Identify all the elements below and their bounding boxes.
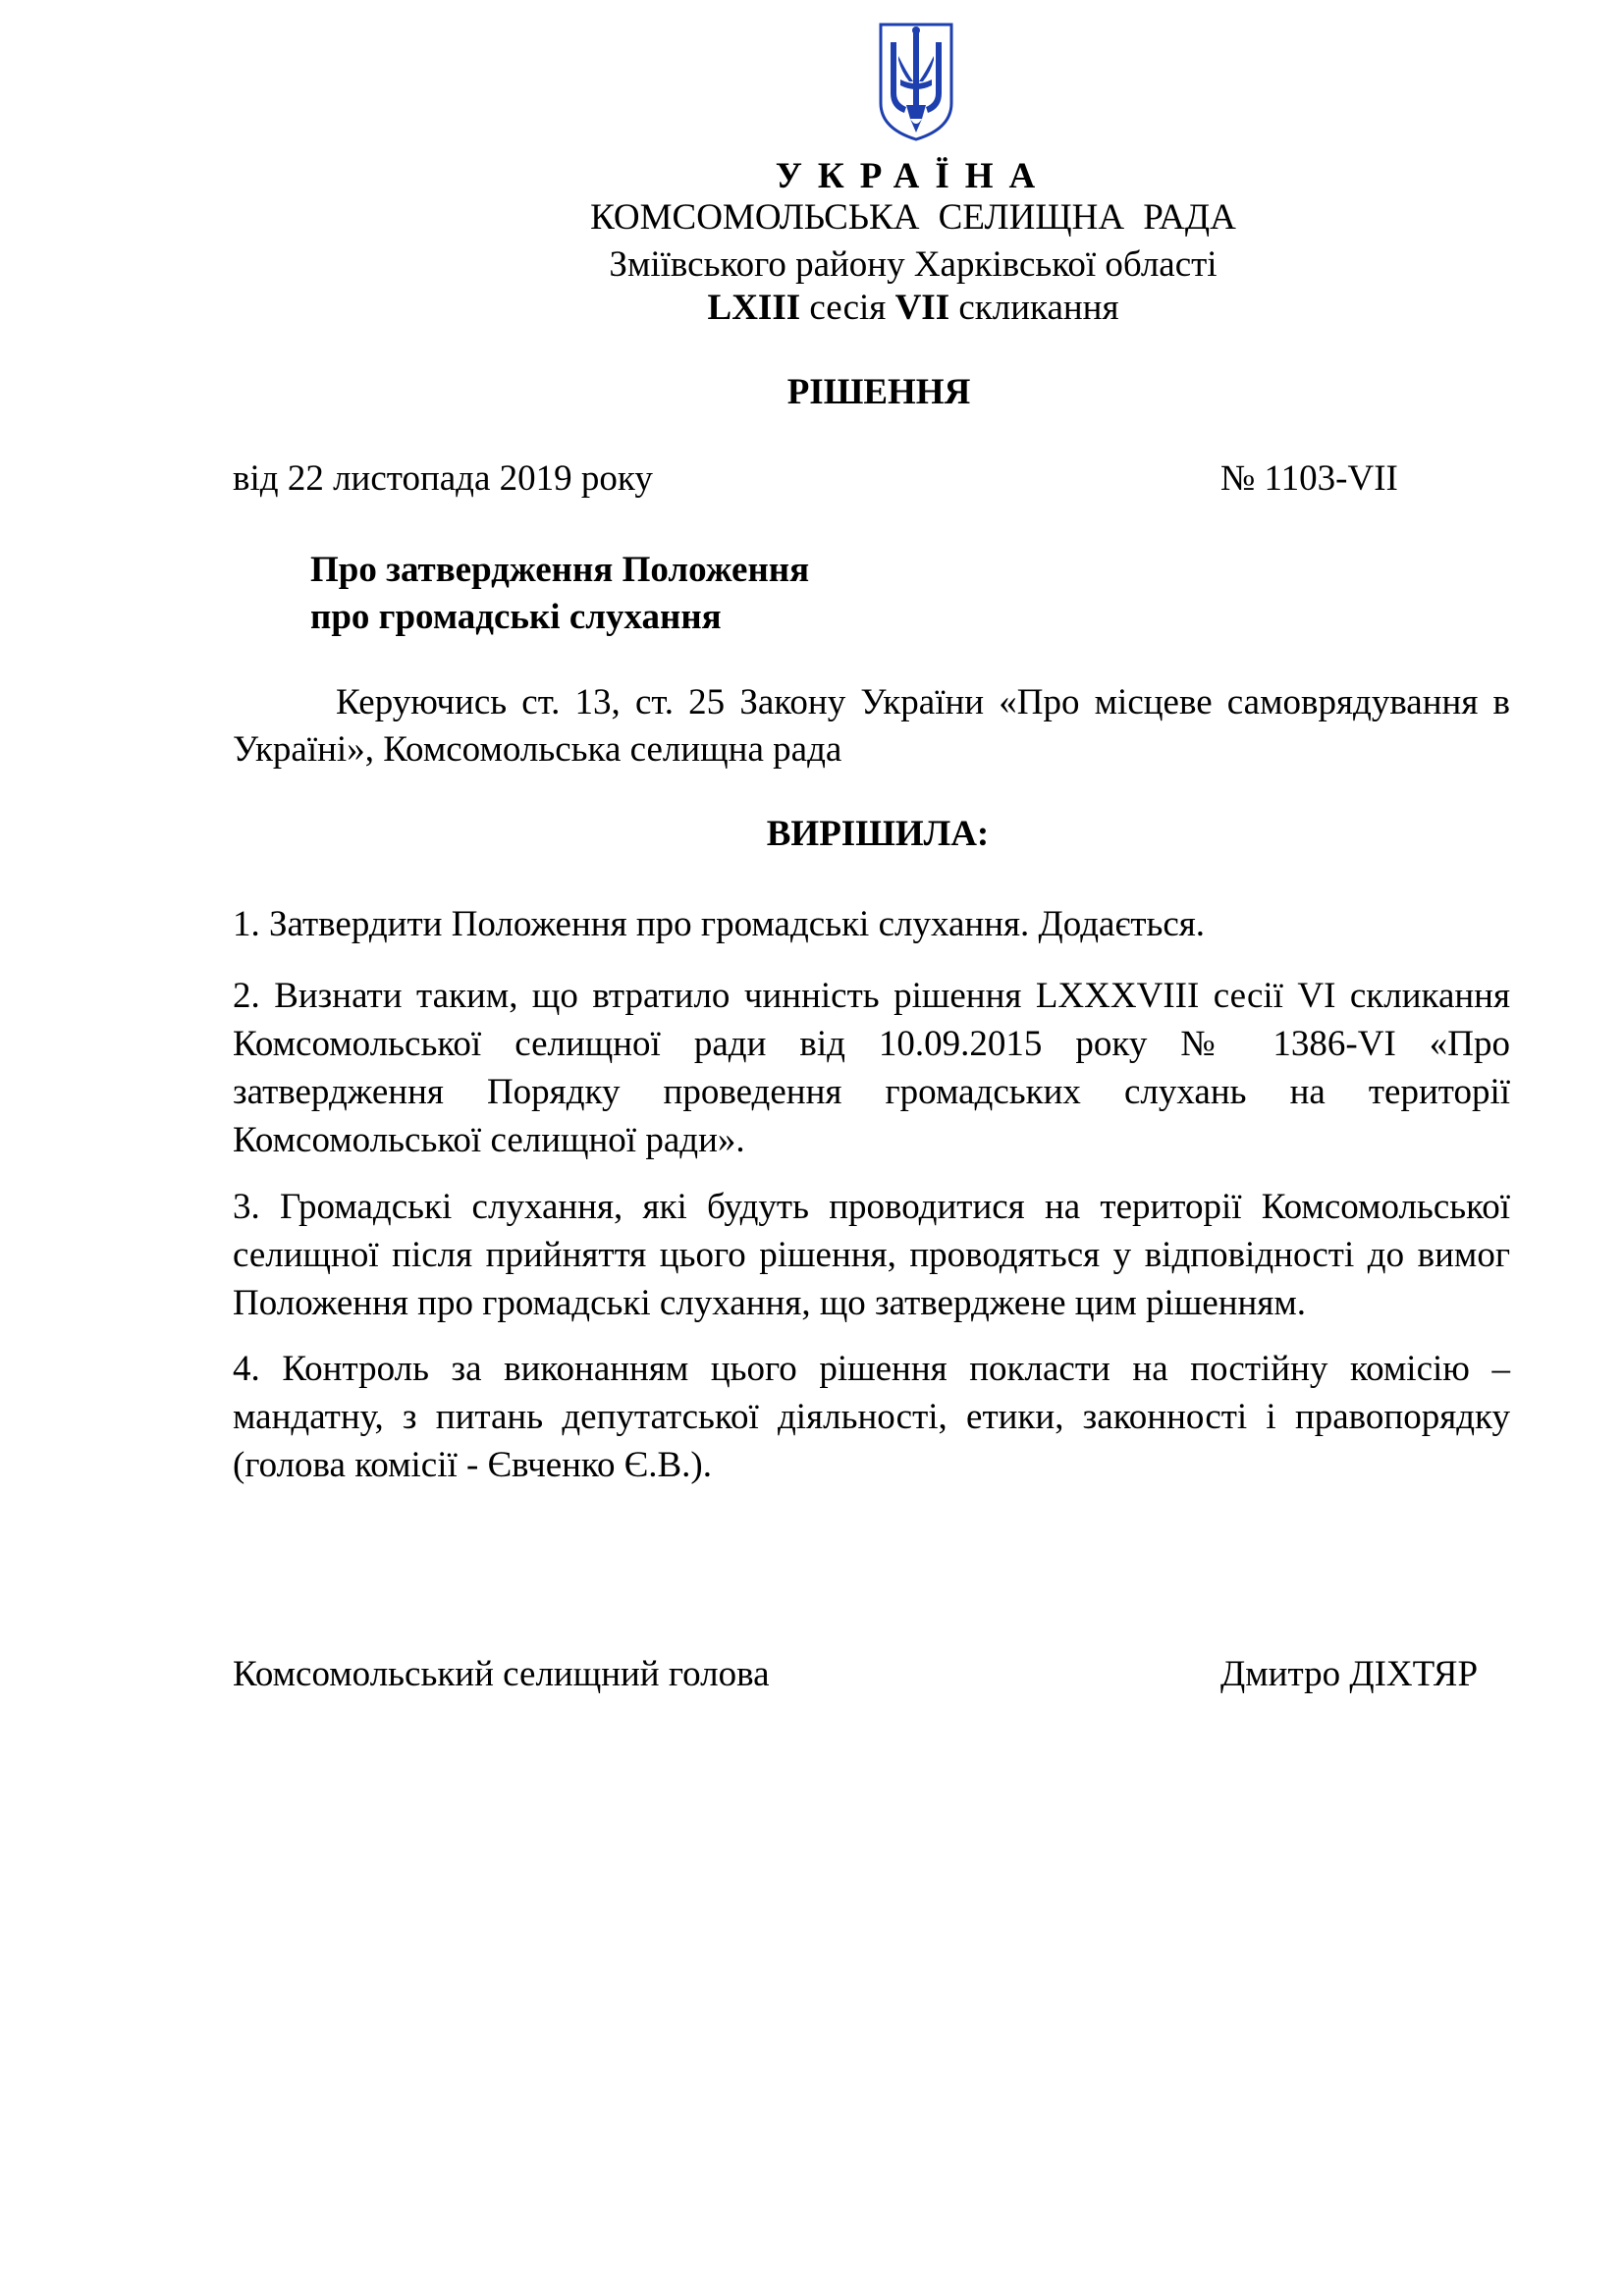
- decision-item-4: 4. Контроль за виконанням цього рішення покласти на постійну комісію – мандатну, з питань депутатської діяльності, етики, законності і правопорядку (голова комісії - Євченко Є.В.).: [233, 1349, 1510, 1485]
- decision-item-1: 1. Затвердити Положення про громадські слухання. Додається.: [233, 904, 1206, 944]
- signatory-name: Дмитро ДІХТЯР: [1220, 1654, 1479, 1694]
- country-heading: УКРАЇНА: [775, 156, 1052, 196]
- decision-item-3: 3. Громадські слухання, які будуть проводитися на території Комсомольської селищної після прийняття цього рішення, проводяться у відповідності до вимог Положення про громадські слухання, що затверджене цим рішенням.: [233, 1187, 1510, 1323]
- district-line: Зміївського району Харківської області: [609, 244, 1218, 285]
- session-word: сесія: [800, 288, 895, 328]
- preamble-paragraph: Керуючись ст. 13, ст. 25 Закону України «Про місцеве самоврядування в Україні», Комсомольська селищна рада: [233, 682, 1510, 770]
- convocation-number: VII: [894, 288, 950, 328]
- signatory-position: Комсомольський селищний голова: [233, 1654, 770, 1694]
- council-name: КОМСОМОЛЬСЬКА СЕЛИЩНА РАДА: [590, 197, 1236, 238]
- subject-line-2: про громадські слухання: [310, 597, 722, 637]
- convocation-word: скликання: [949, 288, 1119, 328]
- decision-subject: [310, 547, 809, 641]
- session-line: [0, 287, 1624, 330]
- subject-line-1: Про затвердження Положення: [310, 550, 810, 590]
- decision-date: від 22 листопада 2019 року: [233, 458, 653, 499]
- decision-item-2: 2. Визнати таким, що втратило чинність рішення LXXXVIII сесії VI скликання Комсомольської селищної ради від 10.09.2015 року № 1386-VI «Про затвердження Порядку проведення громадських слухань на території Комсомольської селищної ради».: [233, 976, 1510, 1160]
- resolved-heading: ВИРІШИЛА:: [766, 814, 990, 854]
- session-number: LXIII: [707, 288, 801, 328]
- decision-title: РІШЕННЯ: [786, 372, 971, 412]
- trident-coat-of-arms-icon: [877, 21, 955, 142]
- decision-number: № 1103-VII: [1220, 458, 1398, 499]
